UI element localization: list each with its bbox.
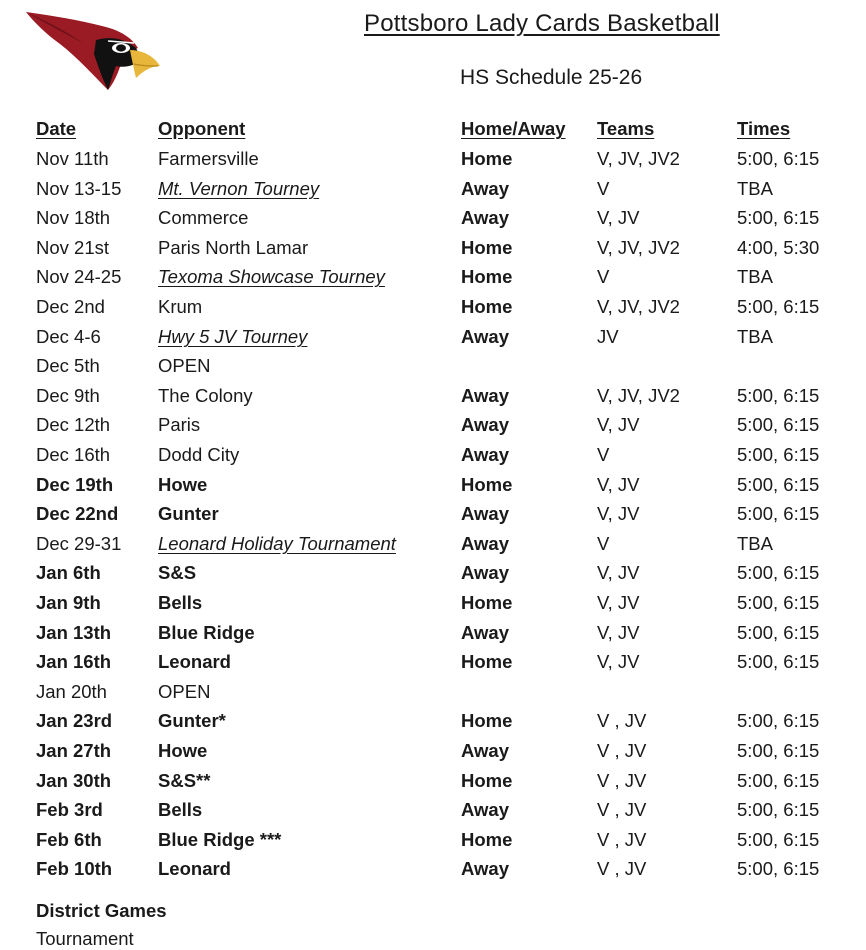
table-row: [0, 648, 866, 676]
table-row: [0, 352, 866, 380]
game-times: 5:00, 6:15: [737, 651, 820, 672]
page-title: Pottsboro Lady Cards Basketball: [364, 10, 720, 37]
game-opponent: Leonard: [158, 651, 231, 672]
game-times: TBA: [737, 266, 773, 287]
game-opponent: OPEN: [158, 681, 211, 702]
game-times: 5:00, 6:15: [737, 207, 820, 228]
game-date: Dec 5th: [36, 355, 100, 376]
table-row: [0, 796, 866, 824]
game-date: Dec 22nd: [36, 503, 119, 524]
table-row: [0, 826, 866, 854]
game-date: Nov 18th: [36, 207, 111, 228]
game-date: Jan 13th: [36, 622, 112, 643]
game-teams: V: [597, 444, 610, 465]
game-date: Jan 23rd: [36, 710, 113, 731]
game-home-away: Away: [461, 503, 509, 524]
game-home-away: Away: [461, 385, 509, 406]
table-row: [0, 500, 866, 528]
game-times: 5:00, 6:15: [737, 503, 820, 524]
game-opponent: Leonard Holiday Tournament: [158, 533, 396, 554]
district-games-note: District Games: [36, 900, 167, 921]
game-teams: V: [597, 533, 610, 554]
game-opponent: S&S**: [158, 770, 211, 791]
game-teams: V , JV: [597, 858, 647, 879]
table-row: [0, 323, 866, 351]
game-teams: V, JV: [597, 562, 640, 583]
game-times: 5:00, 6:15: [737, 622, 820, 643]
game-home-away: Away: [461, 444, 509, 465]
game-times: 5:00, 6:15: [737, 444, 820, 465]
game-times: 5:00, 6:15: [737, 474, 820, 495]
table-row: [0, 234, 866, 262]
game-teams: V, JV: [597, 207, 640, 228]
game-teams: V, JV, JV2: [597, 237, 680, 258]
game-home-away: Home: [461, 770, 513, 791]
table-row: [0, 678, 866, 706]
cardinal-logo-icon: [24, 10, 162, 92]
game-home-away: Away: [461, 858, 509, 879]
table-row: [0, 855, 866, 883]
tournament-note: Tournament: [36, 928, 134, 949]
game-opponent: Bells: [158, 799, 203, 820]
game-home-away: Home: [461, 651, 513, 672]
game-teams: V: [597, 266, 610, 287]
game-times: 4:00, 5:30: [737, 237, 820, 258]
game-teams: V, JV, JV2: [597, 296, 680, 317]
game-date: Dec 12th: [36, 414, 111, 435]
game-opponent: Texoma Showcase Tourney: [158, 266, 385, 287]
game-opponent: Gunter*: [158, 710, 226, 731]
table-row: [0, 471, 866, 499]
game-opponent: Gunter: [158, 503, 219, 524]
table-row: [0, 204, 866, 232]
game-opponent: Krum: [158, 296, 203, 317]
table-row: [0, 293, 866, 321]
game-teams: V, JV: [597, 503, 640, 524]
game-opponent: S&S: [158, 562, 197, 583]
game-opponent: OPEN: [158, 355, 211, 376]
game-opponent: Dodd City: [158, 444, 240, 465]
game-date: Dec 2nd: [36, 296, 105, 317]
game-times: 5:00, 6:15: [737, 592, 820, 613]
game-times: 5:00, 6:15: [737, 740, 820, 761]
game-teams: V, JV, JV2: [597, 148, 680, 169]
game-times: 5:00, 6:15: [737, 829, 820, 850]
table-row: [0, 530, 866, 558]
game-times: 5:00, 6:15: [737, 414, 820, 435]
game-home-away: Away: [461, 178, 509, 199]
game-date: Nov 24-25: [36, 266, 122, 287]
game-teams: V: [597, 178, 610, 199]
game-home-away: Away: [461, 740, 509, 761]
game-teams: V, JV: [597, 592, 640, 613]
game-opponent: Paris: [158, 414, 201, 435]
game-teams: V, JV: [597, 474, 640, 495]
game-opponent: Bells: [158, 592, 203, 613]
game-date: Jan 27th: [36, 740, 112, 761]
game-date: Feb 10th: [36, 858, 113, 879]
game-date: Dec 29-31: [36, 533, 122, 554]
game-date: Jan 6th: [36, 562, 101, 583]
game-times: 5:00, 6:15: [737, 148, 820, 169]
table-row: [0, 411, 866, 439]
game-times: TBA: [737, 533, 773, 554]
table-row: [0, 767, 866, 795]
game-times: 5:00, 6:15: [737, 799, 820, 820]
game-opponent: Paris North Lamar: [158, 237, 309, 258]
game-home-away: Away: [461, 799, 509, 820]
game-teams: V, JV: [597, 414, 640, 435]
game-date: Dec 16th: [36, 444, 111, 465]
game-home-away: Away: [461, 562, 509, 583]
game-home-away: Home: [461, 266, 513, 287]
game-opponent: Blue Ridge ***: [158, 829, 282, 850]
table-row: [0, 441, 866, 469]
game-home-away: Away: [461, 326, 509, 347]
game-date: Jan 16th: [36, 651, 112, 672]
game-home-away: Away: [461, 207, 509, 228]
game-home-away: Home: [461, 829, 513, 850]
game-opponent: Farmersville: [158, 148, 259, 169]
game-times: 5:00, 6:15: [737, 710, 820, 731]
game-opponent: Howe: [158, 740, 208, 761]
table-row: [0, 589, 866, 617]
game-home-away: Home: [461, 592, 513, 613]
game-home-away: Away: [461, 533, 509, 554]
game-home-away: Home: [461, 237, 513, 258]
game-opponent: Commerce: [158, 207, 249, 228]
schedule-subtitle: HS Schedule 25-26: [460, 66, 643, 89]
game-teams: V, JV: [597, 622, 640, 643]
col-opponent-header: Opponent: [158, 118, 246, 139]
game-date: Dec 9th: [36, 385, 100, 406]
game-teams: V , JV: [597, 740, 647, 761]
table-row: [0, 619, 866, 647]
game-date: Jan 9th: [36, 592, 101, 613]
game-date: Nov 21st: [36, 237, 110, 258]
game-date: Nov 13-15: [36, 178, 122, 199]
game-teams: V , JV: [597, 770, 647, 791]
game-date: Feb 6th: [36, 829, 102, 850]
game-times: TBA: [737, 178, 773, 199]
game-times: 5:00, 6:15: [737, 770, 820, 791]
game-times: 5:00, 6:15: [737, 296, 820, 317]
game-opponent: Howe: [158, 474, 208, 495]
table-row: [0, 382, 866, 410]
game-date: Jan 30th: [36, 770, 112, 791]
col-teams-header: Teams: [597, 118, 655, 139]
game-home-away: Home: [461, 710, 513, 731]
game-times: 5:00, 6:15: [737, 858, 820, 879]
table-row: [0, 175, 866, 203]
col-home-away-header: Home/Away: [461, 118, 566, 139]
col-times-header: Times: [737, 118, 791, 139]
game-home-away: Away: [461, 414, 509, 435]
game-date: Dec 4-6: [36, 326, 101, 347]
game-home-away: Home: [461, 148, 513, 169]
game-opponent: Blue Ridge: [158, 622, 255, 643]
table-row: [0, 559, 866, 587]
game-opponent: The Colony: [158, 385, 253, 406]
game-opponent: Hwy 5 JV Tourney: [158, 326, 308, 347]
game-home-away: Away: [461, 622, 509, 643]
game-opponent: Leonard: [158, 858, 231, 879]
game-teams: V, JV, JV2: [597, 385, 680, 406]
col-date-header: Date: [36, 118, 77, 139]
game-opponent: Mt. Vernon Tourney: [158, 178, 320, 199]
table-row: [0, 263, 866, 291]
game-home-away: Home: [461, 296, 513, 317]
table-header: [0, 115, 866, 143]
game-teams: V , JV: [597, 829, 647, 850]
game-date: Feb 3rd: [36, 799, 103, 820]
game-teams: V , JV: [597, 710, 647, 731]
game-times: TBA: [737, 326, 773, 347]
game-times: 5:00, 6:15: [737, 385, 820, 406]
game-date: Dec 19th: [36, 474, 114, 495]
game-date: Jan 20th: [36, 681, 107, 702]
game-home-away: Home: [461, 474, 513, 495]
game-date: Nov 11th: [36, 148, 109, 169]
game-teams: JV: [597, 326, 619, 347]
table-row: [0, 145, 866, 173]
game-times: 5:00, 6:15: [737, 562, 820, 583]
game-teams: V, JV: [597, 651, 640, 672]
table-row: [0, 707, 866, 735]
table-row: [0, 737, 866, 765]
game-teams: V , JV: [597, 799, 647, 820]
